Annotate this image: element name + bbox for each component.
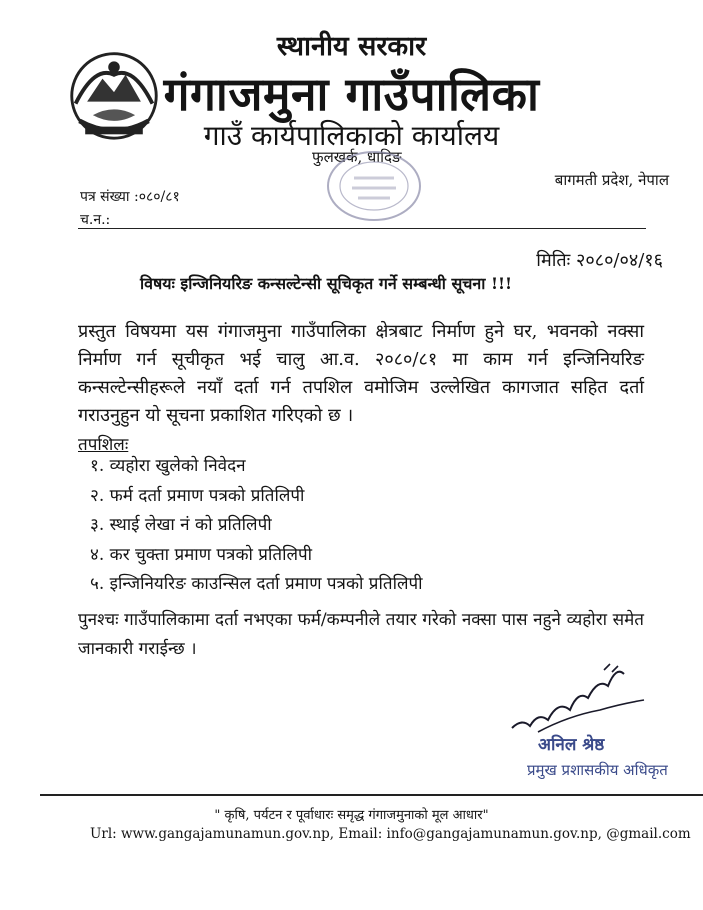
subject-line: विषयः इन्जिनियरिङ कन्सल्टेन्सी सूचिकृत गर्ने सम्बन्धी सूचना !!! bbox=[140, 274, 513, 293]
municipality-name: गंगाजमुना गाउँपालिका bbox=[163, 67, 540, 121]
list-item: १. व्यहोरा खुलेको निवेदन bbox=[90, 456, 246, 476]
header-divider bbox=[78, 228, 646, 229]
notice-body: प्रस्तुत विषयमा यस गंगाजमुना गाउँपालिका क्षेत्रबाट निर्माण हुने घर, भवनको नक्सा निर्माण गर्न सूचीकृत भई चालु आ.व. २०८०/८१ मा काम गर्न इन्जिनियरिङ कन्सल्टेन्सीहरूले नयाँ दर्ता गर्न तपशिल वमोजिम उल्लेखित कागजात सहित दर्ता गराउनुहुन यो सूचना प्रकाशित गरिएको छ । bbox=[78, 321, 644, 426]
footer-contacts: Url: www.gangajamunamun.gov.np, Email: info@gangajamunamun.gov.np, @gmail.com bbox=[90, 826, 691, 842]
province-label: बागमती प्रदेश, नेपाल bbox=[554, 171, 669, 189]
list-item: ३. स्थाई लेखा नं को प्रतिलिपी bbox=[90, 515, 272, 535]
list-item: ४. कर चुक्ता प्रमाण पत्रको प्रतिलिपी bbox=[90, 544, 313, 565]
office-round-stamp-icon bbox=[324, 148, 424, 224]
required-documents-list bbox=[90, 452, 423, 600]
footer-divider bbox=[40, 794, 703, 796]
details-heading: तपशिलः bbox=[78, 435, 129, 455]
handwritten-signature-icon bbox=[508, 660, 648, 736]
postscript: पुनश्चः गाउँपालिकामा दर्ता नभएका फर्म/कम्पनीले तयार गरेको नक्सा पास नहुने व्यहोरा समेत जानकारी गराईन्छ । bbox=[78, 610, 644, 659]
letter-number: पत्र संख्या :०८०/८१ bbox=[80, 189, 180, 205]
government-label: स्थानीय सरकार bbox=[276, 31, 427, 62]
issue-date: मितिः २०८०/०४/१६ bbox=[536, 250, 663, 271]
dispatch-number: च.न.: bbox=[80, 212, 111, 228]
footer-motto: " कृषि, पर्यटन र पूर्वाधारः समृद्ध गंगाजमुनाको मूल आधार" bbox=[214, 808, 489, 823]
list-item: २. फर्म दर्ता प्रमाण पत्रको प्रतिलिपी bbox=[90, 485, 305, 506]
list-item: ५. इन्जिनियरिङ काउन्सिल दर्ता प्रमाण पत्रको प्रतिलिपी bbox=[90, 574, 423, 594]
signatory-name: अनिल श्रेष्ठ bbox=[538, 735, 605, 755]
office-location: फुलखर्क, धादिङ bbox=[312, 148, 402, 166]
office-name: गाउँ कार्यपालिकाको कार्यालय bbox=[203, 119, 500, 152]
signatory-title: प्रमुख प्रशासकीय अधिकृत bbox=[527, 761, 668, 779]
